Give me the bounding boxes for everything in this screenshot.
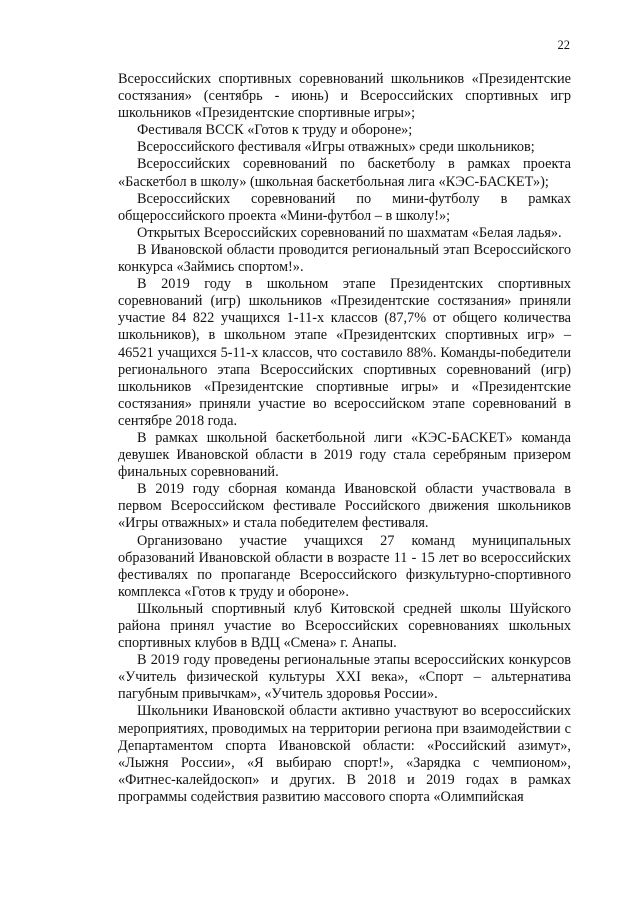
paragraph-10: В 2019 году сборная команда Ивановской области участвовала в первом Всероссийском фестивале Российского движения школьников «Игры отважных» и стала победителем фестиваля. — [118, 481, 571, 532]
paragraph-9: В рамках школьной баскетбольной лиги «КЭС-БАСКЕТ» команда девушек Ивановской области в 2019 году стала серебряным призером финальных соревнований. — [118, 429, 571, 481]
paragraph-8: В 2019 году в школьном этапе Президентских спортивных соревнований (игр) школьников «Президентские состязания» приняли участие 84 822 учащихся 1-11-х классов (87,7% от общего количества школьников), в школьном этапе «Президентских спортивных игр» – 46521 учащихся 5-11-х классов, что составило 88%. Команды-победители регионального этапа Всероссийских спортивных соревнований (игр) школьников «Президентские спортивные игры» и «Президентские состязания» приняли участие во всероссийском этапе соревнований в сентябре 2018 года. — [118, 276, 571, 429]
paragraph-4: Всероссийских соревнований по баскетболу в рамках проекта «Баскетбол в школу» (школьная баскетбольная лига «КЭС-БАСКЕТ»); — [118, 156, 571, 190]
paragraph-13: В 2019 году проведены региональные этапы всероссийских конкурсов «Учитель физической культуры XXI века», «Спорт – альтернатива пагубным привычкам», «Учитель здоровья России». — [118, 652, 571, 703]
paragraph-7: В Ивановской области проводится региональный этап Всероссийского конкурса «Займись спортом!». — [118, 241, 571, 276]
paragraph-5: Всероссийских соревнований по мини-футболу в рамках общероссийского проекта «Мини-футбол – в школу!»; — [118, 190, 571, 224]
document-body — [118, 71, 571, 806]
paragraph-12: Школьный спортивный клуб Китовской средней школы Шуйского района принял участие во Всероссийских соревнованиях школьных спортивных клубов в ВДЦ «Смена» г. Анапы. — [118, 600, 571, 652]
paragraph-6: Открытых Всероссийских соревнований по шахматам «Белая ладья». — [137, 224, 562, 241]
paragraph-1: Всероссийских спортивных соревнований школьников «Президентские состязания» (сентябрь - июнь) и Всероссийских спортивных игр школьников «Президентские спортивные игры»; — [118, 71, 571, 122]
page-number: 22 — [557, 38, 570, 52]
paragraph-14: Школьники Ивановской области активно участвуют во всероссийских мероприятиях, проводимых на территории региона при взаимодействии с Департаментом спорта Ивановской области: «Российский азимут», «Лыжня России», «Я выбираю спорт!», «Зарядка с чемпионом», «Фитнес-калейдоскоп» и других. В 2018 и 2019 годах в рамках программы содействия развитию массового спорта «Олимпийская — [118, 703, 571, 805]
paragraph-3: Всероссийского фестиваля «Игры отважных» среди школьников; — [137, 139, 535, 156]
paragraph-11: Организовано участие учащихся 27 команд муниципальных образований Ивановской области в возрасте 11 - 15 лет во всероссийских фестивалях по пропаганде Всероссийского физкультурно-спортивного комплекса «Готов к труду и обороне». — [118, 532, 571, 600]
paragraph-2: Фестиваля ВССК «Готов к труду и обороне»; — [137, 122, 413, 139]
